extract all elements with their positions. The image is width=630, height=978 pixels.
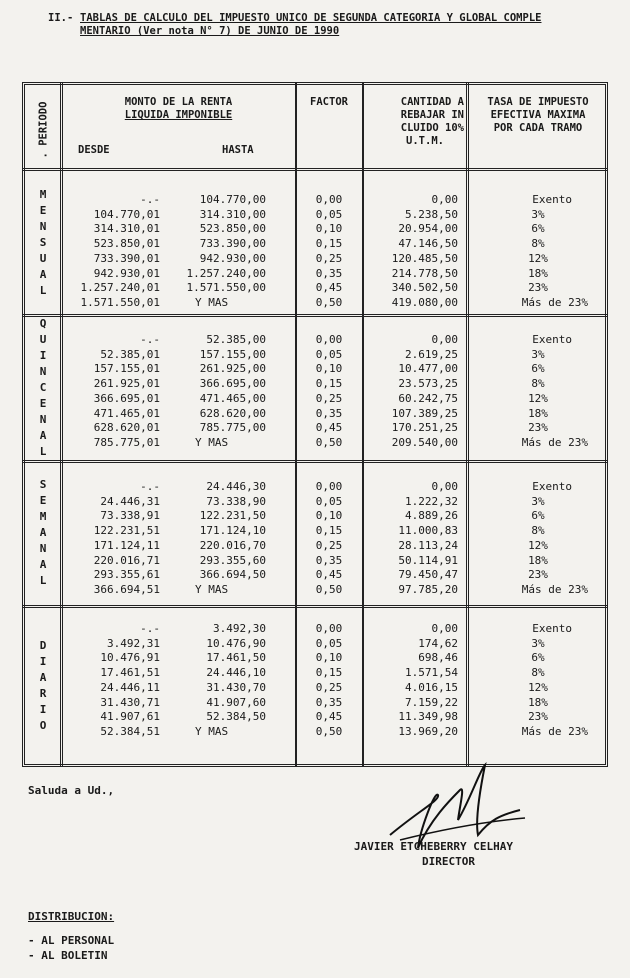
cell-rebaja: 7.159,22: [405, 695, 458, 709]
signer-title: DIRECTOR: [422, 855, 475, 868]
cell-hasta: 17.461,50: [206, 651, 266, 665]
title-line-2: MENTARIO (Ver nota N° 7) DE JUNIO DE 1990: [80, 25, 340, 37]
greeting: Saluda a Ud.,: [28, 784, 115, 797]
cell-hasta: 471.465,00: [199, 391, 266, 405]
column-divider-monto: [295, 82, 297, 767]
cell-desde: 3.492,31: [107, 636, 160, 650]
desde-header: DESDE: [78, 144, 110, 156]
header-divider: [22, 168, 608, 171]
cell-desde: 24.446,11: [100, 680, 160, 694]
cell-desde: 733.390,01: [93, 251, 160, 265]
cell-desde: 942.930,01: [93, 266, 160, 280]
cell-factor: 0,50: [315, 582, 343, 596]
cell-tasa: 23%: [528, 710, 548, 724]
cell-desde: 171.124,11: [93, 538, 160, 552]
cell-desde: 1.257.240,01: [80, 281, 160, 295]
cell-factor: 0,15: [315, 237, 343, 251]
cell-factor: 0,05: [315, 207, 343, 221]
cell-tasa: 8%: [531, 524, 545, 538]
cell-rebaja: 13.969,20: [398, 724, 458, 738]
cell-desde: 628.620,01: [93, 421, 160, 435]
cell-hasta: 785.775,00: [199, 421, 266, 435]
cell-desde: 261.925,01: [93, 377, 160, 391]
cell-hasta: 52.384,50: [206, 710, 266, 724]
cell-hasta: 314.310,00: [199, 207, 266, 221]
cell-hasta: 122.231,50: [199, 509, 266, 523]
cell-tasa: 23%: [528, 421, 548, 435]
cell-rebaja: 97.785,20: [398, 582, 458, 596]
cell-factor: 0,05: [315, 636, 343, 650]
section-divider-2: [22, 460, 608, 463]
period-label-semanal: S E M A N A L: [39, 478, 47, 587]
cell-factor: 0,10: [315, 222, 343, 236]
cell-desde: 220.016,71: [93, 553, 160, 567]
cell-factor: 0,45: [315, 421, 343, 435]
cell-desde: -.-: [140, 622, 160, 635]
cell-factor: 0,15: [315, 524, 343, 538]
cell-hasta: 24.446,30: [206, 480, 266, 493]
cell-factor: 0,50: [315, 724, 343, 738]
cell-factor: 0,10: [315, 651, 343, 665]
cell-rebaja: 174,62: [418, 636, 458, 650]
cell-tasa: Más de 23%: [521, 435, 588, 449]
column-divider-factor: [362, 82, 364, 767]
cell-hasta: 523.850,00: [199, 222, 266, 236]
distribution-item-2: - AL BOLETIN: [28, 949, 108, 962]
cell-rebaja: 419.080,00: [391, 295, 458, 309]
cell-factor: 0,50: [315, 435, 343, 449]
cell-factor: 0,45: [315, 281, 343, 295]
cell-hasta: 733.390,00: [199, 237, 266, 251]
cell-rebaja: 0,00: [431, 333, 458, 346]
cell-rebaja: 5.238,50: [405, 207, 458, 221]
cell-tasa: 3%: [531, 636, 545, 650]
cell-tasa: 8%: [531, 237, 545, 251]
cell-factor: 0,05: [315, 494, 343, 508]
cell-rebaja: 0,00: [431, 622, 458, 635]
cell-hasta: 366.694,50: [199, 568, 266, 582]
cell-desde: 1.571.550,01: [80, 295, 160, 309]
cell-hasta: 157.155,00: [199, 347, 266, 361]
cell-factor: 0,25: [315, 538, 343, 552]
cell-rebaja: 10.477,00: [398, 362, 458, 376]
cell-factor: 0,35: [315, 266, 343, 280]
cell-tasa: 23%: [528, 568, 548, 582]
cell-rebaja: 209.540,00: [391, 435, 458, 449]
cell-tasa: 6%: [531, 362, 545, 376]
cell-hasta: 104.770,00: [199, 193, 266, 206]
tasa-header: TASA DE IMPUESTO EFECTIVA MAXIMA POR CADA TRAMO: [487, 96, 589, 134]
cell-desde: 157.155,01: [93, 362, 160, 376]
cell-desde: -.-: [140, 480, 160, 493]
cell-factor: 0,45: [315, 710, 343, 724]
cell-desde: 24.446,31: [100, 494, 160, 508]
cell-factor: 0,00: [315, 622, 343, 635]
cell-rebaja: 79.450,47: [398, 568, 458, 582]
cell-factor: 0,35: [315, 406, 343, 420]
cell-desde: 52.384,51: [100, 724, 160, 738]
cell-tasa: Más de 23%: [521, 582, 588, 596]
title-line-1: TABLAS DE CALCULO DEL IMPUESTO UNICO DE SEGUNDA CATEGORIA Y GLOBAL COMPLE: [80, 12, 542, 24]
cell-tasa: 6%: [531, 222, 545, 236]
cell-hasta: Y MAS: [195, 582, 229, 596]
cell-hasta: 1.571.550,00: [186, 281, 266, 295]
period-label-quincenal: Q U I N C E N A L: [39, 317, 47, 458]
cell-hasta: 10.476,90: [206, 636, 266, 650]
cell-tasa: 12%: [528, 391, 548, 405]
cell-factor: 0,00: [315, 480, 343, 493]
cell-factor: 0,00: [315, 193, 343, 206]
cell-rebaja: 0,00: [431, 193, 458, 206]
cell-rebaja: 47.146,50: [398, 237, 458, 251]
cell-tasa: 18%: [528, 553, 548, 567]
cell-desde: 10.476,91: [100, 651, 160, 665]
cell-rebaja: 698,46: [418, 651, 458, 665]
cell-hasta: 942.930,00: [199, 251, 266, 265]
cell-hasta: Y MAS: [195, 435, 229, 449]
cell-rebaja: 170.251,25: [391, 421, 458, 435]
signer-name: JAVIER ETCHEBERRY CELHAY: [354, 840, 513, 853]
cell-tasa: Exento: [532, 622, 572, 635]
cell-factor: 0,45: [315, 568, 343, 582]
cell-tasa: 3%: [531, 347, 545, 361]
cell-tasa: 8%: [531, 666, 545, 680]
cell-desde: 785.775,01: [93, 435, 160, 449]
cell-tasa: 18%: [528, 266, 548, 280]
cell-rebaja: 1.222,32: [405, 494, 458, 508]
cell-tasa: Exento: [532, 480, 572, 493]
section-divider-3: [22, 605, 608, 608]
cell-hasta: 261.925,00: [199, 362, 266, 376]
cell-desde: 366.695,01: [93, 391, 160, 405]
cell-desde: 122.231,51: [93, 524, 160, 538]
cell-tasa: 6%: [531, 651, 545, 665]
hasta-header: HASTA: [222, 144, 254, 156]
cell-hasta: 3.492,30: [213, 622, 266, 635]
cell-rebaja: 4.016,15: [405, 680, 458, 694]
cell-tasa: 23%: [528, 281, 548, 295]
cell-tasa: 3%: [531, 494, 545, 508]
cell-factor: 0,10: [315, 509, 343, 523]
cell-desde: 73.338,91: [100, 509, 160, 523]
cell-desde: 366.694,51: [93, 582, 160, 596]
cell-rebaja: 11.349,98: [398, 710, 458, 724]
cell-hasta: 293.355,60: [199, 553, 266, 567]
cell-factor: 0,15: [315, 666, 343, 680]
cell-hasta: Y MAS: [195, 295, 229, 309]
cantidad-header: CANTIDAD A REBAJAR IN CLUIDO 10% U.T.M.: [400, 96, 464, 147]
factor-header: FACTOR: [310, 96, 348, 108]
cell-tasa: 12%: [528, 251, 548, 265]
cell-rebaja: 28.113,24: [398, 538, 458, 552]
distribution-item-1: - AL PERSONAL: [28, 934, 115, 947]
cell-tasa: 6%: [531, 509, 545, 523]
cell-tasa: 18%: [528, 406, 548, 420]
cell-factor: 0,15: [315, 377, 343, 391]
cell-factor: 0,35: [315, 695, 343, 709]
section-divider-1: [22, 314, 608, 317]
cell-rebaja: 2.619,25: [405, 347, 458, 361]
cell-factor: 0,25: [315, 680, 343, 694]
cell-tasa: Más de 23%: [521, 295, 588, 309]
monto-header: MONTO DE LA RENTA LIQUIDA IMPONIBLE: [124, 96, 233, 121]
cell-tasa: 12%: [528, 538, 548, 552]
cell-rebaja: 120.485,50: [391, 251, 458, 265]
cell-rebaja: 214.778,50: [391, 266, 458, 280]
cell-rebaja: 0,00: [431, 480, 458, 493]
cell-factor: 0,50: [315, 295, 343, 309]
cell-desde: 471.465,01: [93, 406, 160, 420]
cell-factor: 0,10: [315, 362, 343, 376]
cell-desde: 41.907,61: [100, 710, 160, 724]
cell-desde: -.-: [140, 333, 160, 346]
cell-hasta: 1.257.240,00: [186, 266, 266, 280]
cell-rebaja: 50.114,91: [398, 553, 458, 567]
cell-tasa: Más de 23%: [521, 724, 588, 738]
cell-desde: 17.461,51: [100, 666, 160, 680]
cell-tasa: 18%: [528, 695, 548, 709]
cell-desde: 31.430,71: [100, 695, 160, 709]
cell-factor: 0,25: [315, 391, 343, 405]
cell-hasta: 73.338,90: [206, 494, 266, 508]
cell-hasta: 52.385,00: [206, 333, 266, 346]
cell-tasa: Exento: [532, 193, 572, 206]
cell-tasa: 3%: [531, 207, 545, 221]
cell-hasta: Y MAS: [195, 724, 229, 738]
cell-hasta: 366.695,00: [199, 377, 266, 391]
cell-tasa: Exento: [532, 333, 572, 346]
cell-desde: 314.310,01: [93, 222, 160, 236]
distribution-label: DISTRIBUCION:: [28, 910, 115, 923]
cell-rebaja: 11.000,83: [398, 524, 458, 538]
cell-hasta: 41.907,60: [206, 695, 266, 709]
cell-rebaja: 340.502,50: [391, 281, 458, 295]
period-label-mensual: M E N S U A L: [39, 188, 47, 297]
cell-tasa: 12%: [528, 680, 548, 694]
cell-hasta: 628.620,00: [199, 406, 266, 420]
cell-desde: -.-: [140, 193, 160, 206]
cell-rebaja: 60.242,75: [398, 391, 458, 405]
cell-desde: 293.355,61: [93, 568, 160, 582]
period-label-diario: D I A R I O: [39, 639, 47, 732]
cell-desde: 523.850,01: [93, 237, 160, 251]
section-number: II.-: [48, 12, 74, 24]
cell-factor: 0,05: [315, 347, 343, 361]
cell-hasta: 24.446,10: [206, 666, 266, 680]
cell-rebaja: 107.389,25: [391, 406, 458, 420]
cell-tasa: 8%: [531, 377, 545, 391]
cell-rebaja: 4.889,26: [405, 509, 458, 523]
period-header: . PERIODO: [37, 101, 49, 159]
cell-hasta: 31.430,70: [206, 680, 266, 694]
cell-factor: 0,35: [315, 553, 343, 567]
cell-desde: 104.770,01: [93, 207, 160, 221]
cell-hasta: 171.124,10: [199, 524, 266, 538]
cell-factor: 0,25: [315, 251, 343, 265]
cell-desde: 52.385,01: [100, 347, 160, 361]
cell-rebaja: 1.571,54: [405, 666, 458, 680]
cell-rebaja: 20.954,00: [398, 222, 458, 236]
cell-factor: 0,00: [315, 333, 343, 346]
cell-hasta: 220.016,70: [199, 538, 266, 552]
cell-rebaja: 23.573,25: [398, 377, 458, 391]
